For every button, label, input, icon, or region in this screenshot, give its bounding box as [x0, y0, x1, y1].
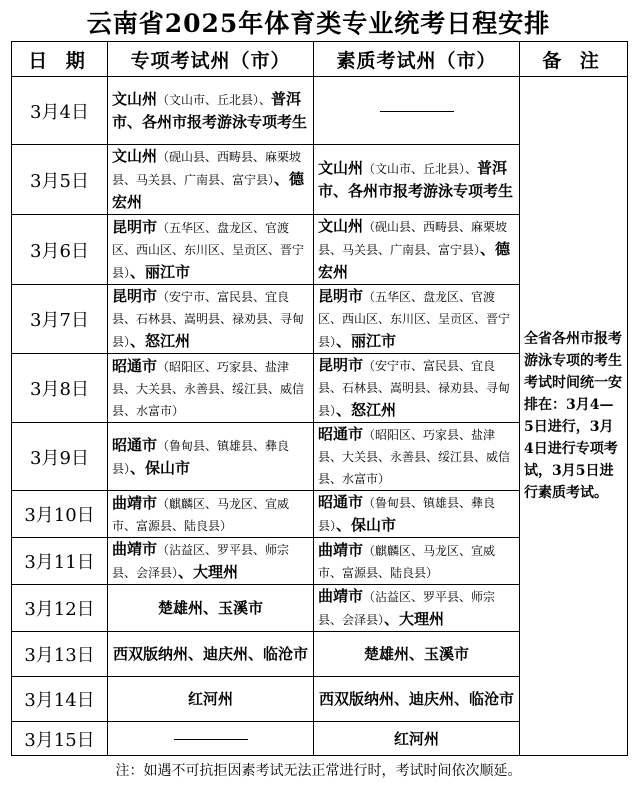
region-name: 、保山市: [130, 458, 191, 477]
region-name: 文山州: [112, 89, 158, 108]
region-name: 、怒江州: [130, 332, 191, 350]
region-name: 昆明市: [318, 356, 364, 374]
region-name: 昆明市: [112, 287, 158, 305]
quality-cell: [314, 491, 520, 538]
quality-cell: [314, 423, 520, 491]
page-title: 云南省2025年体育类专业统考日程安排: [86, 9, 551, 38]
district-list: （沾益区、罗平县、师宗县、会泽县）: [112, 543, 290, 580]
header-specialty: 专项考试州（市）: [108, 42, 314, 77]
specialty-cell: [108, 354, 314, 423]
header-date: 日 期: [12, 42, 108, 77]
schedule-table: [11, 41, 628, 756]
region-name: 昭通市: [112, 435, 158, 454]
header-notes: 备 注: [520, 42, 628, 77]
specialty-cell: 楚雄州、玉溪市: [108, 585, 314, 632]
date-cell: 3月5日: [12, 145, 108, 215]
date-cell: 3月14日: [12, 677, 108, 722]
empty-dash: [174, 739, 248, 740]
table-header-row: [12, 42, 628, 77]
date-cell: 3月7日: [12, 285, 108, 354]
region-name: 、德宏州: [112, 170, 305, 211]
date-cell: 3月6日: [12, 215, 108, 285]
district-list: （鲁甸县、镇雄县、彝良县）: [318, 496, 496, 533]
specialty-cell: [108, 285, 314, 354]
specialty-cell: [108, 145, 314, 215]
specialty-cell: [108, 215, 314, 285]
date-cell: 3月15日: [12, 722, 108, 756]
region-name: 、保山市: [336, 516, 397, 534]
district-list: （五华区、盘龙区、官渡区、西山区、东川区、呈贡区、晋宁县）: [112, 220, 305, 280]
quality-cell: [314, 585, 520, 632]
notes-cell: 全省各州市报考游泳专项的考生考试时间统一安排在：3月4—5日进行，3月4日进行专项考试，3月5日进行素质考试。: [520, 77, 628, 756]
region-name: 普洱市、各州市报考游泳专项考生: [318, 158, 514, 200]
district-list: （砚山县、西畴县、麻栗坡县、马关县、广南县、富宁县）: [318, 220, 508, 257]
region-name: 普洱市、各州市报考游泳专项考生: [112, 89, 308, 131]
specialty-cell: [108, 423, 314, 491]
specialty-cell: 红河州: [108, 677, 314, 722]
quality-cell: [314, 77, 520, 145]
region-name: 、大理州: [384, 610, 445, 628]
region-name: 昭通市: [318, 493, 364, 511]
region-name: 昭通市: [112, 356, 158, 375]
district-list: （五华区、盘龙区、官渡区、西山区、东川区、呈贡区、晋宁县）: [318, 290, 511, 349]
quality-cell: [314, 354, 520, 423]
schedule-body: [12, 77, 628, 756]
district-list: （文山市、丘北县）、: [157, 92, 272, 107]
table-row: [12, 77, 628, 145]
empty-dash: [380, 111, 454, 112]
region-name: 文山州: [318, 217, 364, 235]
specialty-cell: [108, 538, 314, 585]
region-name: 曲靖市: [112, 493, 158, 512]
header-quality: 素质考试州（市）: [314, 42, 520, 77]
date-cell: 3月13日: [12, 632, 108, 677]
date-cell: 3月11日: [12, 538, 108, 585]
quality-cell: [314, 538, 520, 585]
region-name: 昆明市: [112, 217, 158, 236]
district-list: （鲁甸县、镇雄县、彝良县）: [112, 438, 290, 476]
date-cell: 3月10日: [12, 491, 108, 538]
district-list: （文山市、丘北县）、: [363, 161, 478, 176]
district-list: （昭阳区、巧家县、盐津县、大关县、永善县、绥江县、威信县、水富市）: [112, 359, 305, 418]
region-name: 文山州: [112, 147, 158, 165]
quality-cell: 西双版纳州、迪庆州、临沧市: [314, 677, 520, 722]
specialty-cell: [108, 491, 314, 538]
region-name: 、大理州: [178, 563, 239, 581]
region-name: 曲靖市: [318, 587, 364, 605]
region-name: 、丽江市: [130, 262, 191, 281]
date-cell: 3月9日: [12, 423, 108, 491]
district-list: （安宁市、富民县、宜良县、石林县、嵩明县、禄劝县、寻甸县）: [318, 359, 511, 418]
date-cell: 3月12日: [12, 585, 108, 632]
district-list: （麒麟区、马龙区、宣威市、富源县、陆良县）: [318, 543, 496, 580]
specialty-cell: [108, 722, 314, 756]
district-list: （昭阳区、巧家县、盐津县、大关县、永善县、绥江县、威信县、水富市）: [318, 428, 511, 486]
date-cell: 3月4日: [12, 77, 108, 145]
region-name: 、丽江市: [336, 332, 397, 350]
district-list: （沾益区、罗平县、师宗县、会泽县）: [318, 590, 496, 627]
region-name: 昭通市: [318, 425, 364, 443]
region-name: 昆明市: [318, 287, 364, 305]
district-list: （麒麟区、马龙区、宣威市、富源县、陆良县）: [112, 496, 290, 533]
region-name: 曲靖市: [112, 540, 158, 558]
region-name: 、德宏州: [318, 240, 511, 281]
quality-cell: [314, 145, 520, 215]
date-cell: 3月8日: [12, 354, 108, 423]
region-name: 、怒江州: [336, 401, 397, 419]
specialty-cell: 西双版纳州、迪庆州、临沧市: [108, 632, 314, 677]
quality-cell: [314, 215, 520, 285]
specialty-cell: [108, 77, 314, 145]
district-list: （安宁市、富民县、宜良县、石林县、嵩明县、禄劝县、寻甸县）: [112, 290, 305, 349]
quality-cell: [314, 285, 520, 354]
quality-cell: 红河州: [314, 722, 520, 756]
footnote: 注：如遇不可抗拒因素考试无法正常进行时，考试时间依次顺延。: [115, 763, 522, 779]
region-name: 曲靖市: [318, 540, 364, 559]
quality-cell: 楚雄州、玉溪市: [314, 632, 520, 677]
district-list: （砚山县、西畴县、麻栗坡县、马关县、广南县、富宁县）: [112, 150, 302, 187]
region-name: 文山州: [318, 158, 364, 177]
